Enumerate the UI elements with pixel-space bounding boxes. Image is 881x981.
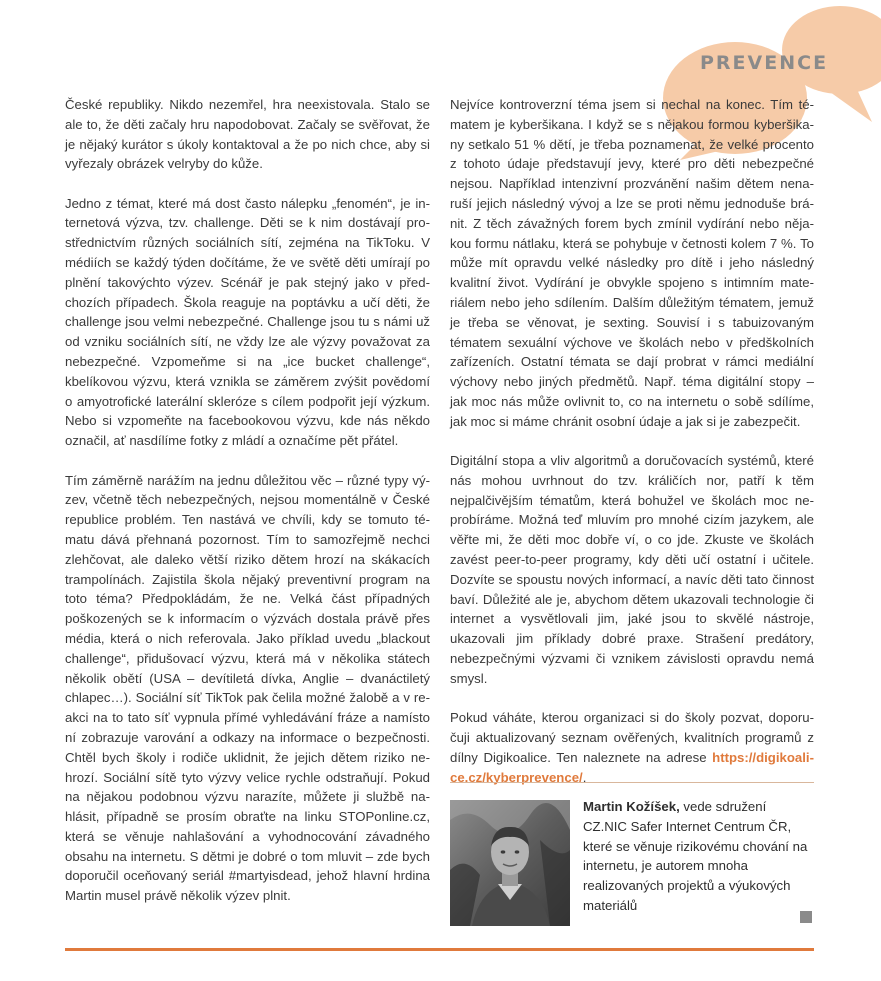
article-left-column [65,95,430,926]
bottom-rule [65,948,814,951]
section-label: PREVENCE [700,52,829,74]
closing-period: . [582,769,587,785]
closing-text: Pokud váháte, kterou organizaci si do školy pozvat, doporučuji aktualizovaný seznam ověřených, kvalitních programů z dílny Digikoalice. Ten naleznete na adrese [450,710,814,765]
author-description: vede sdružení CZ.NIC Safer Internet Centrum ČR, které se věnuje rizikovému chování na internetu, je autorem mnoha realizovaných projektů a výukových materiálů [583,799,808,913]
author-divider [450,782,814,783]
paragraph: Tím záměrně narážím na jednu důležitou věc – různé typy výzev, včetně těch nebezpečných, nejsou momentálně v České republice problém. Ten nastává ve chvíli, kdy se tomuto tématu dává přehnaná pozornost. Tím to samozřejmě nechci zlehčovat, ale daleko větší riziko dětem hrozí na skákacích trampolínách. Zajistila škola nějaký preventivní program na toto téma? Předpokládám, že ne. Velká část případných poškozených se k informacím o výzvách dostala právě přes média, která o nich referovala. Jako příklad uvedu „blackout challenge“, přidušovací výzvu, která má v několika státech několik obětí (USA – devítiletá dívka, Anglie – dvanáctiletý chlapec…). Sociální síť TikTok pak čelila možné žalobě a v reakci na to tato síť vypnula přímé vyhledávání fráze a namísto ní zobrazuje varování a odkazy na informace o bezpečnosti. Chtěl bych školy i rodiče uklidnit, že jejich dětem riziko nehrozí. Sociální sítě tyto výzvy velice rychle odstraňují. Pokud na nějakou podobnou výzvu narazíte, můžete ji službě nahlásit, případně se prosím obraťte na linku STOPonline.cz, která se věnuje nahlašování a vyhodnocování závadného obsahu na internetu. S dětmi je dobré o tom mluvit – zde bych doporučil oceňovaný seriál #martyisdead, jehož hlavní hrdina Martin musel právě několik výzev plnit. [65,472,430,904]
paragraph: Nejvíce kontroverzní téma jsem si nechal na konec. Tím tématem je kyberšikana. I když se s nějakou formou kyberšikany setkalo 51 % dětí, je třeba poznamenat, že velké procento z tohoto údaje představují jevy, které pro děti nebezpečné nejsou. Například intenzivní prozvánění našim dětem nenaruší jejich následný vývoj a lze se proti němu jednoduše bránit. Z těch závažných forem bych zmínil vydírání nebo nějakou formu nátlaku, která se pohybuje v četnosti kolem 7 %. To může mít opravdu velké následky pro dítě i jeho následný kvalitní život. Vydírání je obvykle spojeno s intimním materiálem nebo jeho sdílením. Dalším důležitým tématem, jemuž je třeba se věnovat, je sexting. Souvisí i s tabuizovaným tématem sexuální výchove ve školách nebo v předškolních zařízeních. Ostatní témata se dají probrat v rámci mediální výchovy nebo jiných předmětů. Např. téma digitální stopy – jak moc nás může ovlivnit to, co na internetu o sobě sdílíme, jak moc si máme chránit osobní údaje a jak si je zabezpečit. [450,97,814,429]
closing-paragraph [450,708,814,787]
kyberprevence-link[interactable]: https://digikoalice.cz/kyberprevence/ [450,749,814,785]
paragraph: České republiky. Nikdo nezemřel, hra neexistovala. Stalo se ale to, že děti začaly hru napodobovat. Začaly se svěřovat, že je nějaký kurátor s úkoly kontaktoval a že po nich chce, aby si vyřezaly obrázek velryby do kůže. [65,97,430,172]
author-bio [583,797,813,916]
author-name: Martin Kožíšek, [583,799,680,814]
paragraph: Digitální stopa a vliv algoritmů a doručovacích systémů, které nás mohou uvrhnout do tzv. králičích nor, patří k těm nejpalčivějším tématům, která bohužel ve školách moc neprobíráme. Možná teď mluvím pro mnohé cizím jazykem, ale věřte mi, že děti moc dobře ví, o co jde. Zkuste ve školách zavést peer-to-peer programy, kdy děti učí ostatní i učitele. Dozvíte se spoustu nových informací, a navíc děti tato činnost baví. Důležité ale je, abychom dětem ukazovali technologie či internet a vysvětlovali jim, jaké jsou to skvělé nástroje, ukazovali jim příklady dobré praxe. Strašení predátory, nebezpečnými výzvami či vznikem závislosti opravdu nemá smysl. [450,453,814,686]
article-right-column [450,95,814,807]
author-photo [450,800,570,926]
end-of-article-mark [800,911,812,923]
paragraph: Jedno z témat, které má dost často nálepku „fenomén“, je internetová výzva, tzv. challenge. Děti se k nim dostávají prostřednictvím různých sociálních sítí, zejména na TikToku. V médiích se každý týden dočítáme, že ve světě děti umírají po plnění takovýchto výzev. Scénář je pak stejný jako v předchozích případech. Škola reaguje na poptávku a učí děti, že challenge jsou velmi nebezpečné. Challenge jsou tu s námi už od vzniku sociálních sítí, ne vždy lze ale výzvy považovat za nebezpečné. Vzpomeňme si na „ice bucket challenge“, kbelíkovou výzvu, která vznikla se záměrem zvýšit povědomí o amyotrofické laterální skleróze s cílem podpořit její výzkum. Nebo si vzpomeňte na facebookovou výzvu, kde nás někdo označil, ať nasdílíme fotky z mládí a označíme pět přátel. [65,195,430,449]
